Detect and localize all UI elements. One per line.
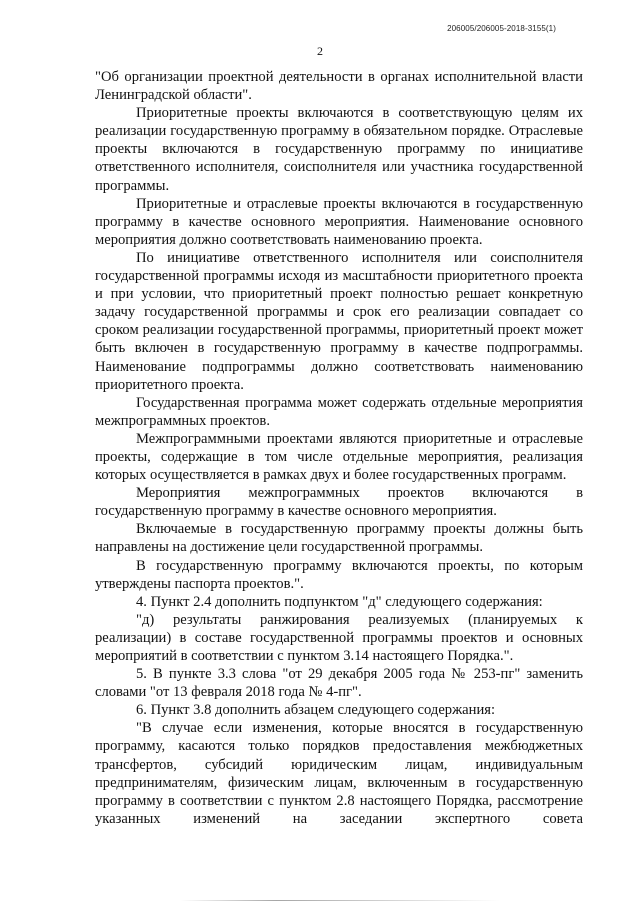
page-number: 2 xyxy=(317,44,323,58)
paragraph-5: Государственная программа может содержать отдельные мероприятия межпрограммных проектов. xyxy=(95,394,583,429)
paragraph-13: 6. Пункт 3.8 дополнить абзацем следующего содержания: xyxy=(136,702,496,719)
scan-edge-line xyxy=(180,900,500,901)
paragraph-3: Приоритетные и отраслевые проекты включаются в государственную программу в качестве основного мероприятия. Наименование основного мероприятия должно соответствовать наименованию проекта. xyxy=(95,195,583,248)
paragraph-1: "Об организации проектной деятельности в органах исполнительной власти Ленинградской области". xyxy=(95,69,583,104)
paragraph-2: Приоритетные проекты включаются в соответствующую целям их реализации государственную программу в обязательном порядке. Отраслевые проекты включаются в государственную программу по инициативе ответственного исполнителя, соисполнителя или участника государственной программы. xyxy=(95,105,583,194)
paragraph-10: 4. Пункт 2.4 дополнить подпунктом "д" следующего содержания: xyxy=(136,593,543,610)
paragraph-11: "д) результаты ранжирования реализуемых (планируемых к реализации) в составе государственной программы проектов и основных мероприятий в соответствии с пунктом 3.14 настоящего Порядка.". xyxy=(95,611,583,664)
document-body xyxy=(95,68,583,828)
paragraph-9: В государственную программу включаются проекты, по которым утверждены паспорта проектов.". xyxy=(95,557,583,592)
paragraph-12: 5. В пункте 3.3 слова "от 29 декабря 2005 года № 253-пг" заменить словами "от 13 февраля 2018 года № 4-пг". xyxy=(95,666,583,701)
paragraph-14: "В случае если изменения, которые вносятся в государственную программу, касаются только порядков предоставления межбюджетных трансфертов, субсидий юридическим лицам, индивидуальным предпринимателям, физическим лицам, включенным в государственную программу в соответствии с пунктом 2.8 настоящего Порядка, рассмотрение указанных изменений на заседании экспертного совета xyxy=(95,720,583,827)
paragraph-6: Межпрограммными проектами являются приоритетные и отраслевые проекты, содержащие в том числе отдельные мероприятия, реализация которых осуществляется в рамках двух и более государственных программ. xyxy=(95,430,583,484)
paragraph-7: Мероприятия межпрограммных проектов включаются в государственную программу в качестве основного мероприятия. xyxy=(95,485,583,520)
paragraph-8: Включаемые в государственную программу проекты должны быть направлены на достижение цели государственной программы. xyxy=(95,521,583,556)
paragraph-4: По инициативе ответственного исполнителя или соисполнителя государственной программы исходя из масштабности приоритетного проекта и при условии, что приоритетный проект полностью решает конкретную задачу государственной программы и срок его реализации совпадает со сроком реализации государственной программы, приоритетный проект может быть включен в государственную программу в качестве подпрограммы. Наименование подпрограммы должно соответствовать наименованию приоритетного проекта. xyxy=(95,249,583,393)
document-id: 206005/206005-2018-3155(1) xyxy=(447,24,556,33)
